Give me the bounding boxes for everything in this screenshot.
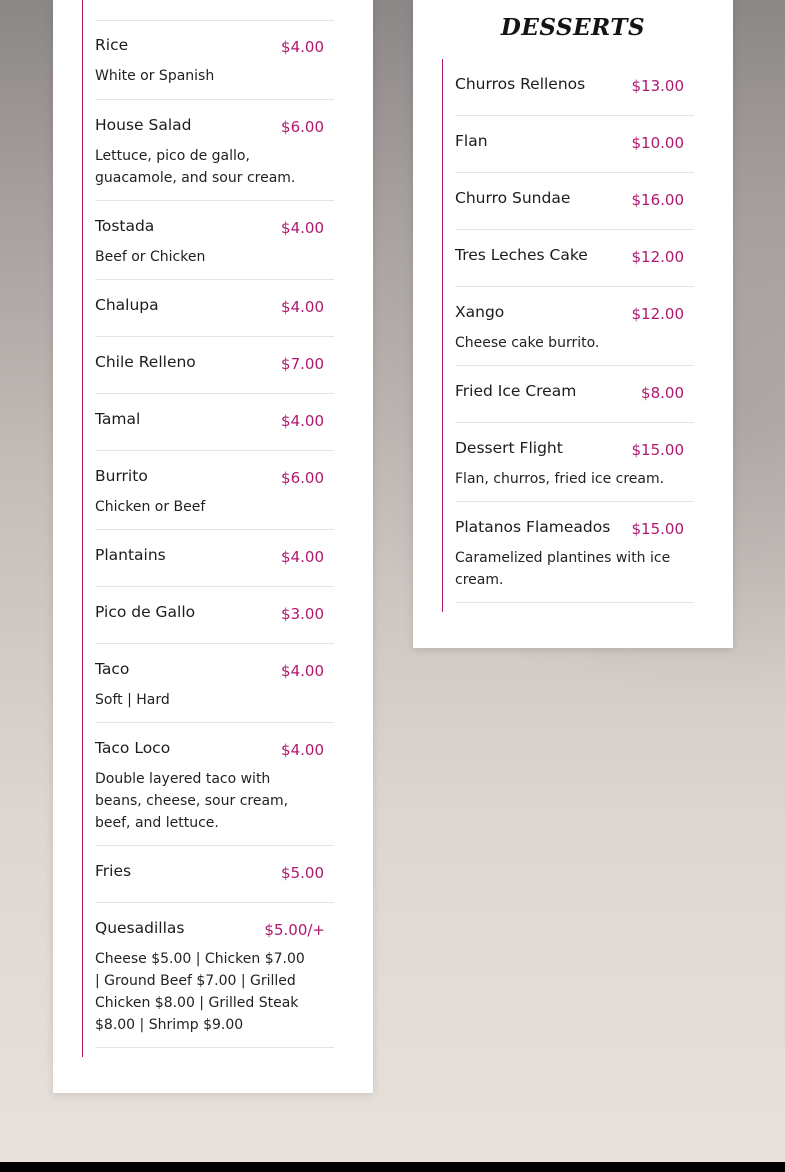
item-description: Double layered taco with beans, cheese, sour cream, beef, and lettuce. xyxy=(95,771,289,831)
footer-bar xyxy=(0,1162,785,1172)
item-name: Burrito xyxy=(95,467,148,485)
menu-item-tostada xyxy=(95,201,334,280)
item-name: Tostada xyxy=(95,217,155,235)
item-price: $5.00/+ xyxy=(264,921,325,939)
item-price: $4.00 xyxy=(281,298,324,316)
menu-item-taco xyxy=(95,644,334,723)
item-name: Flan xyxy=(455,132,488,150)
item-price: $16.00 xyxy=(631,191,684,209)
desserts-menu-list xyxy=(442,59,694,612)
item-description: Flan, churros, fried ice cream. xyxy=(455,471,665,487)
item-name: Fried Ice Cream xyxy=(455,382,577,400)
item-price: $4.00 xyxy=(281,662,324,680)
item-name: Churros Rellenos xyxy=(455,75,586,93)
item-name: Chalupa xyxy=(95,296,159,314)
item-price: $6.00 xyxy=(281,118,324,136)
item-description: Cheese cake burrito. xyxy=(455,335,600,351)
sides-menu-card xyxy=(53,0,373,1093)
sides-menu-list xyxy=(82,0,334,1057)
menu-item-churro-sundae xyxy=(455,173,694,230)
item-name: Chile Relleno xyxy=(95,353,196,371)
desserts-menu-card xyxy=(413,0,733,648)
item-price: $12.00 xyxy=(631,248,684,266)
item-price: $4.00 xyxy=(281,741,324,759)
item-name: Tres Leches Cake xyxy=(455,246,588,264)
menu-item-fries xyxy=(95,846,334,903)
item-price: $10.00 xyxy=(631,134,684,152)
item-description: Lettuce, pico de gallo, guacamole, and sour cream. xyxy=(95,148,296,186)
menu-item-rice xyxy=(95,20,334,100)
menu-item-chile-relleno xyxy=(95,337,334,394)
item-description: White or Spanish xyxy=(95,68,215,84)
item-name: Churro Sundae xyxy=(455,189,571,207)
item-price: $4.00 xyxy=(281,548,324,566)
menu-item-fried-ice-cream xyxy=(455,366,694,423)
item-name: Fries xyxy=(95,862,132,880)
item-name: Xango xyxy=(455,303,505,321)
item-price: $13.00 xyxy=(631,77,684,95)
item-price: $15.00 xyxy=(631,441,684,459)
item-price: $15.00 xyxy=(631,520,684,538)
item-price: $6.00 xyxy=(281,469,324,487)
item-description: Beef or Chicken xyxy=(95,249,206,265)
menu-item-pico-de-gallo xyxy=(95,587,334,644)
menu-item-tres-leches-cake xyxy=(455,230,694,287)
item-name: Platanos Flameados xyxy=(455,518,611,536)
item-name: House Salad xyxy=(95,116,192,134)
menu-item-xango xyxy=(455,287,694,366)
menu-item-tamal xyxy=(95,394,334,451)
item-price: $12.00 xyxy=(631,305,684,323)
menu-item-quesadillas xyxy=(95,903,334,1048)
item-name: Pico de Gallo xyxy=(95,603,196,621)
item-name: Rice xyxy=(95,36,129,54)
item-name: Taco Loco xyxy=(95,739,171,757)
item-price: $4.00 xyxy=(281,38,324,56)
item-price: $8.00 xyxy=(641,384,684,402)
item-name: Dessert Flight xyxy=(455,439,563,457)
item-name: Tamal xyxy=(95,410,141,428)
menu-item-house-salad xyxy=(95,100,334,201)
menu-item-clipped xyxy=(95,0,334,21)
item-price: $7.00 xyxy=(281,355,324,373)
item-price: $4.00 xyxy=(281,219,324,237)
menu-item-plantains xyxy=(95,530,334,587)
item-description: Soft | Hard xyxy=(95,692,170,708)
menu-item-platanos-flameados xyxy=(455,502,694,603)
menu-item-burrito xyxy=(95,451,334,530)
menu-item-churros-rellenos xyxy=(455,59,694,116)
desserts-heading: DESSERTS xyxy=(500,14,646,41)
menu-item-flan xyxy=(455,116,694,173)
menu-item-taco-loco xyxy=(95,723,334,846)
item-description: Caramelized plantines with ice cream. xyxy=(455,550,671,588)
item-price: $3.00 xyxy=(281,605,324,623)
item-description: Chicken or Beef xyxy=(95,499,206,515)
item-name: Plantains xyxy=(95,546,166,564)
item-name: Quesadillas xyxy=(95,919,185,937)
item-price: $5.00 xyxy=(281,864,324,882)
item-name: Taco xyxy=(95,660,130,678)
menu-item-dessert-flight xyxy=(455,423,694,502)
item-price: $4.00 xyxy=(281,412,324,430)
menu-item-chalupa xyxy=(95,280,334,337)
item-description: Cheese $5.00 | Chicken $7.00 | Ground Beef $7.00 | Grilled Chicken $8.00 | Grilled Steak $8.00 | Shrimp $9.00 xyxy=(95,951,305,1033)
